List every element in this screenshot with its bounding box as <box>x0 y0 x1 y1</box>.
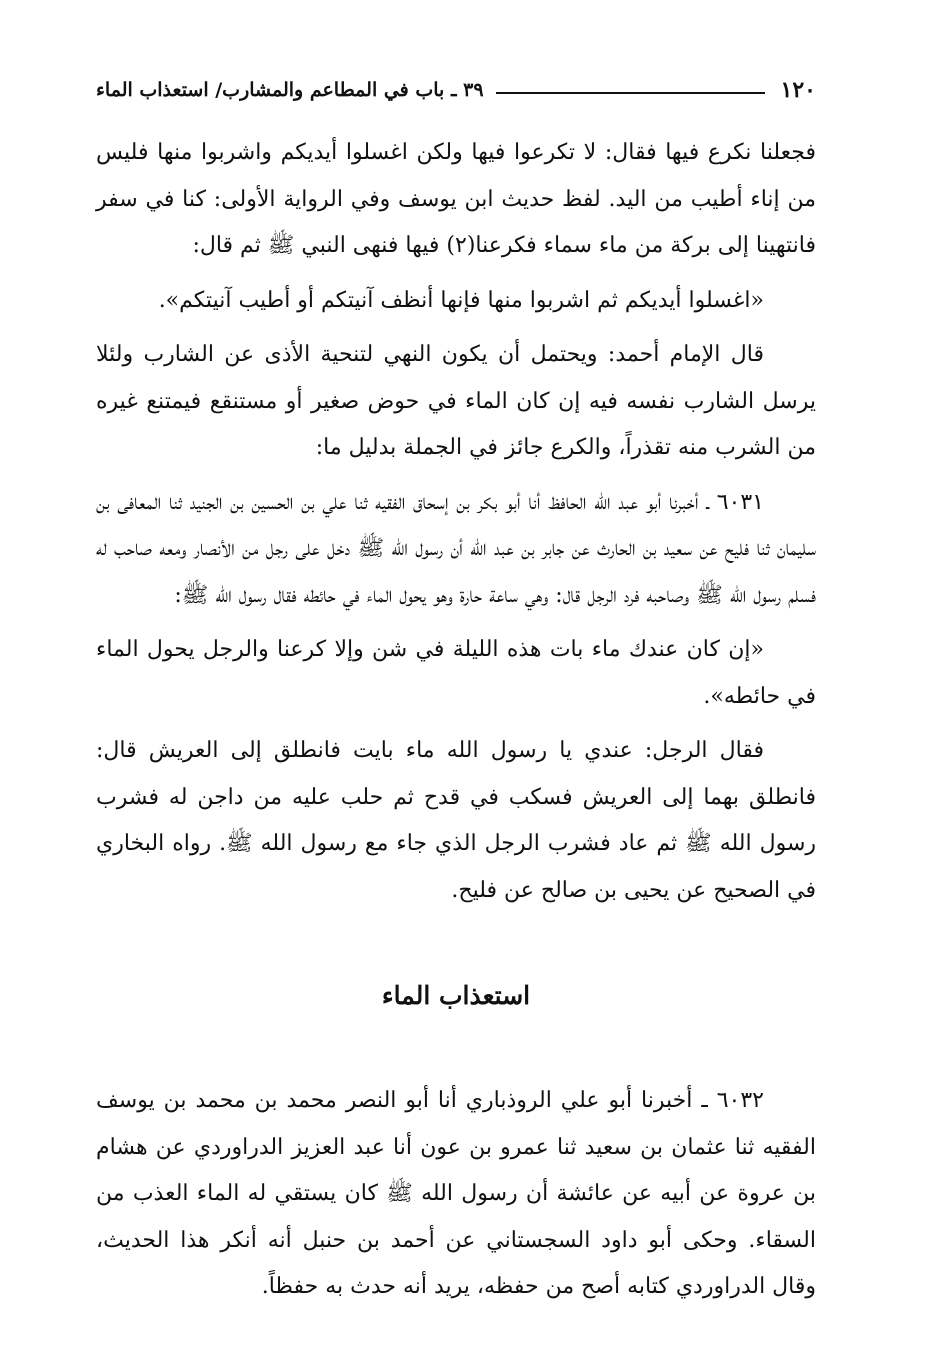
running-title: ٣٩ ـ باب في المطاعم والمشارب/ استعذاب الماء <box>96 79 484 101</box>
hadith-quote: «اغسلوا أيديكم ثم اشربوا منها فإنها أنظف آنيتكم أو أطيب آنيتكم». <box>158 287 764 313</box>
page-number: ١٢٠ <box>780 77 816 103</box>
paragraph-narration: فقال الرجل: عندي يا رسول الله ماء بايت فانطلق إلى العريش قال: فانطلق بهما إلى العريش فسكب في قدح ثم حلب عليه من داجن له فشرب رسول الله ﷺ ثم عاد فشرب الرجل الذي جاء مع رسول الله ﷺ. رواه البخاري في الصحيح عن يحيى بن صالح عن فليح. <box>96 738 817 903</box>
page-body <box>96 130 816 1311</box>
hadith-6031: ٦٠٣١ ـ أخبرنا أبو عبد الله الحافظ أنا أبو بكر بن إسحاق الفقيه ثنا علي بن الحسين بن الجنيد ثنا المعافى بن سليمان ثنا فليح عن سعيد بن الحارث عن جابر بن عبد الله أن رسول الله ﷺ دخل على رجل من الأنصار ومعه صاحب له فسلم رسول الله ﷺ وصاحبه فرد الرجل قال: وهي ساعة حارة وهو يحول الماء في حائطه فقال رسول الله ﷺ: <box>96 489 816 608</box>
page-header <box>96 70 816 110</box>
section-title: استعذاب الماء <box>381 981 531 1010</box>
paragraph-continuation: فجعلنا نكرع فيها فقال: لا تكرعوا فيها ولكن اغسلوا أيديكم واشربوا منها فليس من إناء أطيب من اليد. لفظ حديث ابن يوسف وفي الرواية الأولى: كنا في سفر فانتهينا إلى بركة من ماء سماء فكرعنا(٢) فيها فنهى النبي ﷺ ثم قال: <box>96 140 816 258</box>
page <box>96 70 816 1311</box>
hadith-6032: ٦٠٣٢ ـ أخبرنا أبو علي الروذباري أنا أبو النصر محمد بن محمد بن يوسف الفقيه ثنا عثمان بن سعيد ثنا عمرو بن عون أنا عبد العزيز الدراوردي عن هشام بن عروة عن أبيه عن عائشة أن رسول الله ﷺ كان يستقي له الماء العذب من السقاء. وحكى أبو داود السجستاني عن أحمد بن حنبل أنه أنكر هذا الحديث، وقال الدراوردي كتابه أصح من حفظه، يريد أنه حدث به حفظاً. <box>96 1088 816 1299</box>
header-rule <box>496 92 765 94</box>
hadith-quote: «إن كان عندك ماء بات هذه الليلة في شن وإلا كرعنا والرجل يحول الماء في حائطه». <box>96 637 816 709</box>
paragraph-commentary: قال الإمام أحمد: ويحتمل أن يكون النهي لتنحية الأذى عن الشارب ولئلا يرسل الشارب نفسه فيه إن كان الماء في حوض صغير أو مستنقع فيمتنع غيره من الشرب منه تقذراً، والكرع جائز في الجملة بدليل ما: <box>96 342 816 460</box>
